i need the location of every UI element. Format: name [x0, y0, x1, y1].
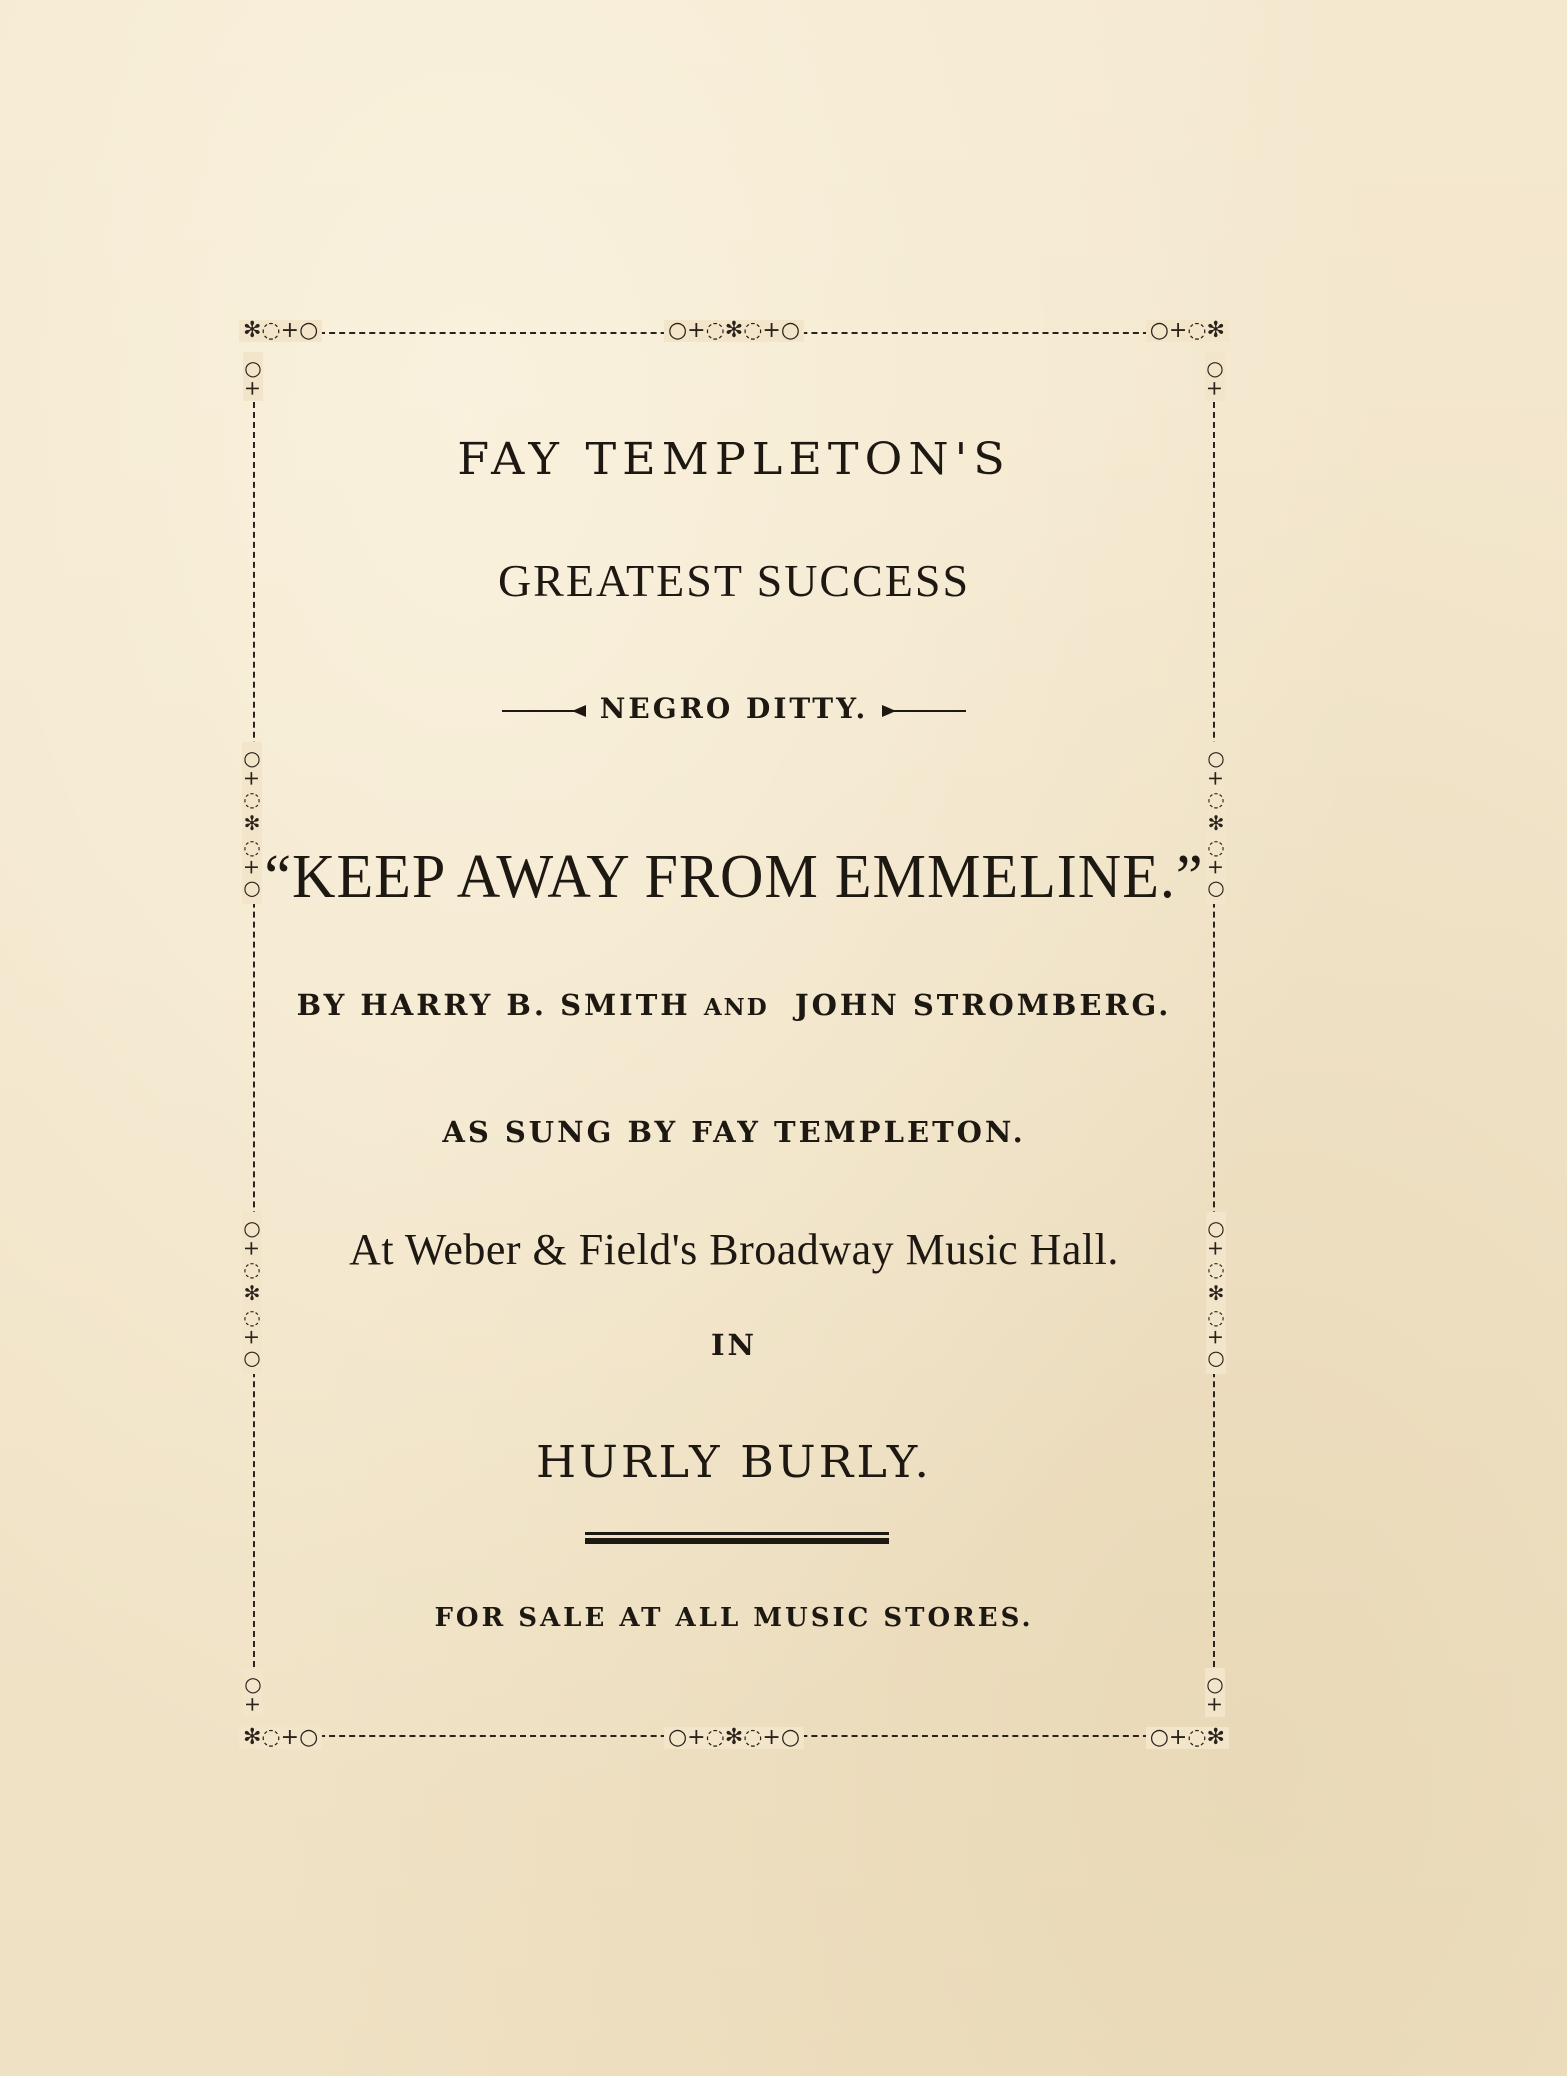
right-dash-ornament: [886, 710, 966, 712]
side-ornament-icon: ○+◌✻◌+○: [242, 1212, 262, 1374]
performer-heading: FAY TEMPLETON'S: [457, 433, 1011, 485]
side-ornament-icon: ○+◌✻◌+○: [1206, 742, 1226, 904]
double-rule-divider: [585, 1532, 889, 1546]
side-ornament-icon: ○+: [243, 1668, 263, 1717]
credits-line: [249, 988, 1219, 1022]
credits-and: AND: [703, 994, 769, 1021]
genre-subtitle: [249, 692, 1219, 725]
side-ornament-icon: ○+◌✻◌+○: [242, 742, 262, 904]
side-ornament-icon: ○+: [1205, 1668, 1225, 1717]
side-ornament-icon: ○+: [1205, 352, 1225, 401]
side-ornament-icon: ○+◌✻◌+○: [1206, 1212, 1226, 1374]
side-ornament-icon: ○+: [243, 352, 263, 401]
corner-ornament-icon: ○+◌✻: [1146, 320, 1229, 342]
in-line: IN: [710, 1328, 758, 1362]
center-ornament-icon: ○+◌✻◌+○: [664, 320, 804, 342]
greatest-success-heading: GREATEST SUCCESS: [497, 555, 971, 606]
corner-ornament-icon: ✻◌+○: [239, 320, 322, 342]
composer: JOHN STROMBERG.: [794, 988, 1172, 1022]
sale-notice: FOR SALE AT ALL MUSIC STORES.: [434, 1603, 1034, 1633]
lyricist: BY HARRY B. SMITH: [296, 988, 691, 1022]
corner-ornament-icon: ✻◌+○: [239, 1727, 322, 1749]
left-dash-ornament: [502, 710, 582, 712]
show-title: HURLY BURLY.: [536, 1436, 932, 1488]
corner-ornament-icon: ○+◌✻: [1146, 1727, 1229, 1749]
center-ornament-icon: ○+◌✻◌+○: [664, 1727, 804, 1749]
sung-by-line: AS SUNG BY FAY TEMPLETON.: [442, 1115, 1026, 1149]
venue-line: At Weber & Field's Broadway Music Hall.: [349, 1225, 1119, 1274]
song-title: “KEEP AWAY FROM EMMELINE.”: [264, 843, 1204, 911]
genre-text: NEGRO DITTY.: [599, 692, 869, 725]
